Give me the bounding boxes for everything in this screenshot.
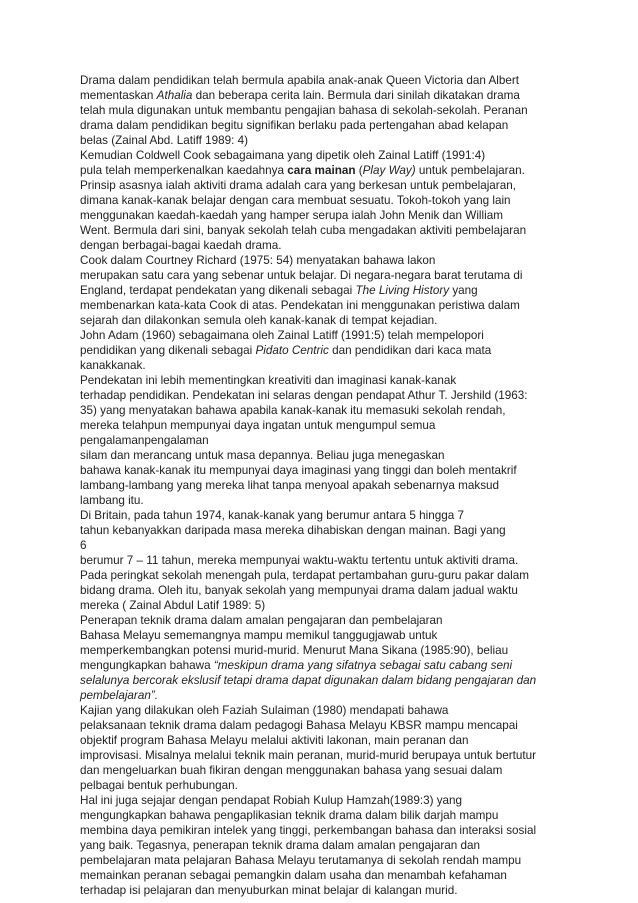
text-run: lambang-lambang yang mereka lihat tanpa menyoal apakah sebenarnya maksud xyxy=(80,479,500,492)
text-run: belas (Zainal Abd. Latiff 1989: 4) xyxy=(80,134,249,147)
text-run: Bahasa Melayu sememangnya mampu memikul tanggugjawab untuk xyxy=(80,629,438,642)
text-run: 35) yang menyatakan bahawa apabila kanak-kanak itu memasuki sekolah rendah, xyxy=(80,404,506,417)
text-line xyxy=(80,493,550,508)
text-line xyxy=(80,763,550,778)
text-line xyxy=(80,868,550,883)
text-run: bidang drama. Oleh itu, banyak sekolah yang mempunyai drama dalam jadual waktu xyxy=(80,584,518,597)
text-run: mengungkapkan bahawa pengaplikasian teknik drama dalam bilik darjah mampu xyxy=(80,809,499,822)
text-line xyxy=(80,133,550,148)
text-run: yang xyxy=(449,284,478,297)
text-run: tahun kebanyakkan daripada masa mereka dihabiskan dengan mainan. Bagi yang xyxy=(80,524,506,537)
italic-text-run: Athalia xyxy=(156,89,193,102)
text-run: Went. Bermula dari sini, banyak sekolah telah cuba mengadakan aktiviti pembelajaran xyxy=(80,224,527,237)
text-run: silam dan merancang untuk masa depannya. Beliau juga menegaskan xyxy=(80,449,445,462)
text-line xyxy=(80,778,550,793)
text-line xyxy=(80,793,550,808)
text-line xyxy=(80,553,550,568)
italic-text-run: pembelajaran”. xyxy=(80,689,158,702)
document-page xyxy=(80,73,550,898)
text-run: pelaksanaan teknik drama dalam pedagogi Bahasa Melayu KBSR mampu mencapai xyxy=(80,719,518,732)
text-line xyxy=(80,538,550,553)
text-run: drama dalam pendidikan begitu signifikan berlaku pada pertengahan abad kelapan xyxy=(80,119,509,132)
bold-text-run: cara mainan xyxy=(287,164,356,177)
text-line xyxy=(80,433,550,448)
text-line xyxy=(80,223,550,238)
text-line xyxy=(80,463,550,478)
text-run: mementaskan xyxy=(80,89,157,102)
text-line xyxy=(80,703,550,718)
text-line xyxy=(80,583,550,598)
text-run: terhadap isi pelajaran dan menyuburkan minat belajar di kalangan murid. xyxy=(80,884,458,897)
text-run: berumur 7 – 11 tahun, mereka mempunyai waktu-waktu tertentu untuk aktiviti drama. xyxy=(80,554,519,567)
text-run: Prinsip asasnya ialah aktiviti drama adalah cara yang berkesan untuk pembelajaran, xyxy=(80,179,516,192)
text-line xyxy=(80,148,550,163)
text-line xyxy=(80,838,550,853)
text-run: Kemudian Coldwell Cook sebagaimana yang dipetik oleh Zainal Latiff (1991:4) xyxy=(80,149,486,162)
text-line xyxy=(80,88,550,103)
text-line xyxy=(80,673,550,688)
text-line xyxy=(80,358,550,373)
text-run: yang baik. Tegasnya, penerapan teknik drama dalam amalan pengajaran dan xyxy=(80,839,481,852)
text-line xyxy=(80,568,550,583)
text-line xyxy=(80,883,550,898)
text-run: mengungkapkan bahawa xyxy=(80,659,214,672)
italic-text-run: Pidato Centric xyxy=(255,344,329,357)
text-run: merupakan satu cara yang sebenar untuk belajar. Di negara-negara barat terutama di xyxy=(80,269,523,282)
italic-text-run: selalunya bercorak ekslusif tetapi drama dapat digunakan dalam bidang pengajaran dan xyxy=(80,674,537,687)
text-line xyxy=(80,718,550,733)
text-run: Cook dalam Courtney Richard (1975: 54) menyatakan bahawa lakon xyxy=(80,254,436,267)
text-run: mereka telahpun mempunyai daya ingatan untuk mengumpul semua xyxy=(80,419,436,432)
text-line xyxy=(80,238,550,253)
text-run: memainkan peranan sebagai pemangkin dalam usaha dan menambah kefahaman xyxy=(80,869,507,882)
text-line xyxy=(80,403,550,418)
text-run: John Adam (1960) sebagaimana oleh Zainal Latiff (1991:5) telah mempelopori xyxy=(80,329,484,342)
text-run: improvisasi. Misalnya melalui teknik main peranan, murid-murid berupaya untuk bertutur xyxy=(80,749,537,762)
text-run: Kajian yang dilakukan oleh Faziah Sulaiman (1980) mendapati bahawa xyxy=(80,704,449,717)
text-run: objektif program Bahasa Melayu melalui aktiviti lakonan, main peranan dan xyxy=(80,734,469,747)
text-run: pula telah memperkenalkan kaedahnya xyxy=(80,164,288,177)
text-run: untuk pembelajaran. xyxy=(415,164,525,177)
text-run: pembelajaran mata pelajaran Bahasa Melayu terutamanya di sekolah rendah mampu xyxy=(80,854,522,867)
text-run: kanakkanak. xyxy=(80,359,146,372)
text-line xyxy=(80,298,550,313)
text-run: menggunakan kaedah-kaedah yang hamper serupa ialah John Menik dan William xyxy=(80,209,503,222)
text-run: pendidikan yang dikenali sebagai xyxy=(80,344,256,357)
text-run: Drama dalam pendidikan telah bermula apabila anak-anak Queen Victoria dan Albert xyxy=(80,74,519,87)
text-run: Penerapan teknik drama dalam amalan pengajaran dan pembelajaran xyxy=(80,614,443,627)
text-line xyxy=(80,178,550,193)
text-line xyxy=(80,613,550,628)
text-run: Pendekatan ini lebih mementingkan kreativiti dan imaginasi kanak-kanak xyxy=(80,374,457,387)
text-line xyxy=(80,313,550,328)
text-line xyxy=(80,523,550,538)
text-run: memperkembangkan potensi murid-murid. Menurut Mana Sikana (1985:90), beliau xyxy=(80,644,509,657)
text-line xyxy=(80,103,550,118)
text-run: Di Britain, pada tahun 1974, kanak-kanak yang berumur antara 5 hingga 7 xyxy=(80,509,464,522)
text-line xyxy=(80,748,550,763)
text-run: England, terdapat pendekatan yang dikenali sebagai xyxy=(80,284,356,297)
text-run: terhadap pendidikan. Pendekatan ini selaras dengan pendapat Athur T. Jershild (1963: xyxy=(80,389,528,402)
text-run: dimana kanak-kanak belajar dengan cara membuat sesuatu. Tokoh-tokoh yang lain xyxy=(80,194,511,207)
text-run: pelbagai bentuk perhubungan. xyxy=(80,779,238,792)
text-line xyxy=(80,688,550,703)
text-line xyxy=(80,733,550,748)
text-line xyxy=(80,253,550,268)
text-run: Pada peringkat sekolah menengah pula, terdapat pertambahan guru-guru pakar dalam xyxy=(80,569,529,582)
text-run: sejarah dan dilakonkan semula oleh kanak-kanak di tempat kejadian. xyxy=(80,314,438,327)
text-line xyxy=(80,448,550,463)
text-line xyxy=(80,628,550,643)
text-line xyxy=(80,118,550,133)
text-run: Hal ini juga sejajar dengan pendapat Robiah Kulup Hamzah(1989:3) yang xyxy=(80,794,463,807)
text-run: 6 xyxy=(80,539,87,552)
text-run: dan beberapa cerita lain. Bermula dari sinilah dikatakan drama xyxy=(192,89,520,102)
text-run: ( xyxy=(355,164,363,177)
text-line xyxy=(80,193,550,208)
text-run: lambang itu. xyxy=(80,494,144,507)
text-line xyxy=(80,388,550,403)
text-line xyxy=(80,208,550,223)
italic-text-run: Play Way) xyxy=(362,164,416,177)
text-run: membenarkan kata-kata Cook di atas. Pendekatan ini menggunakan peristiwa dalam xyxy=(80,299,520,312)
text-line xyxy=(80,643,550,658)
text-line xyxy=(80,508,550,523)
text-line xyxy=(80,328,550,343)
text-line xyxy=(80,658,550,673)
text-line xyxy=(80,268,550,283)
text-line xyxy=(80,418,550,433)
text-line xyxy=(80,853,550,868)
text-run: dan mengeluarkan buah fikiran dengan menggunakan bahasa yang sesuai dalam xyxy=(80,764,503,777)
italic-text-run: The Living History xyxy=(355,284,450,297)
text-line xyxy=(80,478,550,493)
text-run: dengan berbagai-bagai kaedah drama. xyxy=(80,239,282,252)
text-line xyxy=(80,163,550,178)
text-line xyxy=(80,73,550,88)
text-run: mereka ( Zainal Abdul Latif 1989: 5) xyxy=(80,599,266,612)
text-line xyxy=(80,373,550,388)
text-line xyxy=(80,808,550,823)
text-run: telah mula digunakan untuk membantu pengajian bahasa di sekolah-sekolah. Peranan xyxy=(80,104,528,117)
italic-text-run: “meskipun drama yang sifatnya sebagai satu cabang seni xyxy=(213,659,513,672)
text-run: bahawa kanak-kanak itu mempunyai daya imaginasi yang tinggi dan boleh mentakrif xyxy=(80,464,517,477)
text-run: dan pendidikan dari kaca mata xyxy=(328,344,492,357)
text-line xyxy=(80,823,550,838)
text-run: membina daya pemikiran intelek yang tinggi, perkembangan bahasa dan interaksi sosial xyxy=(80,824,537,837)
text-line xyxy=(80,343,550,358)
text-run: pengalamanpengalaman xyxy=(80,434,209,447)
text-line xyxy=(80,598,550,613)
text-line xyxy=(80,283,550,298)
